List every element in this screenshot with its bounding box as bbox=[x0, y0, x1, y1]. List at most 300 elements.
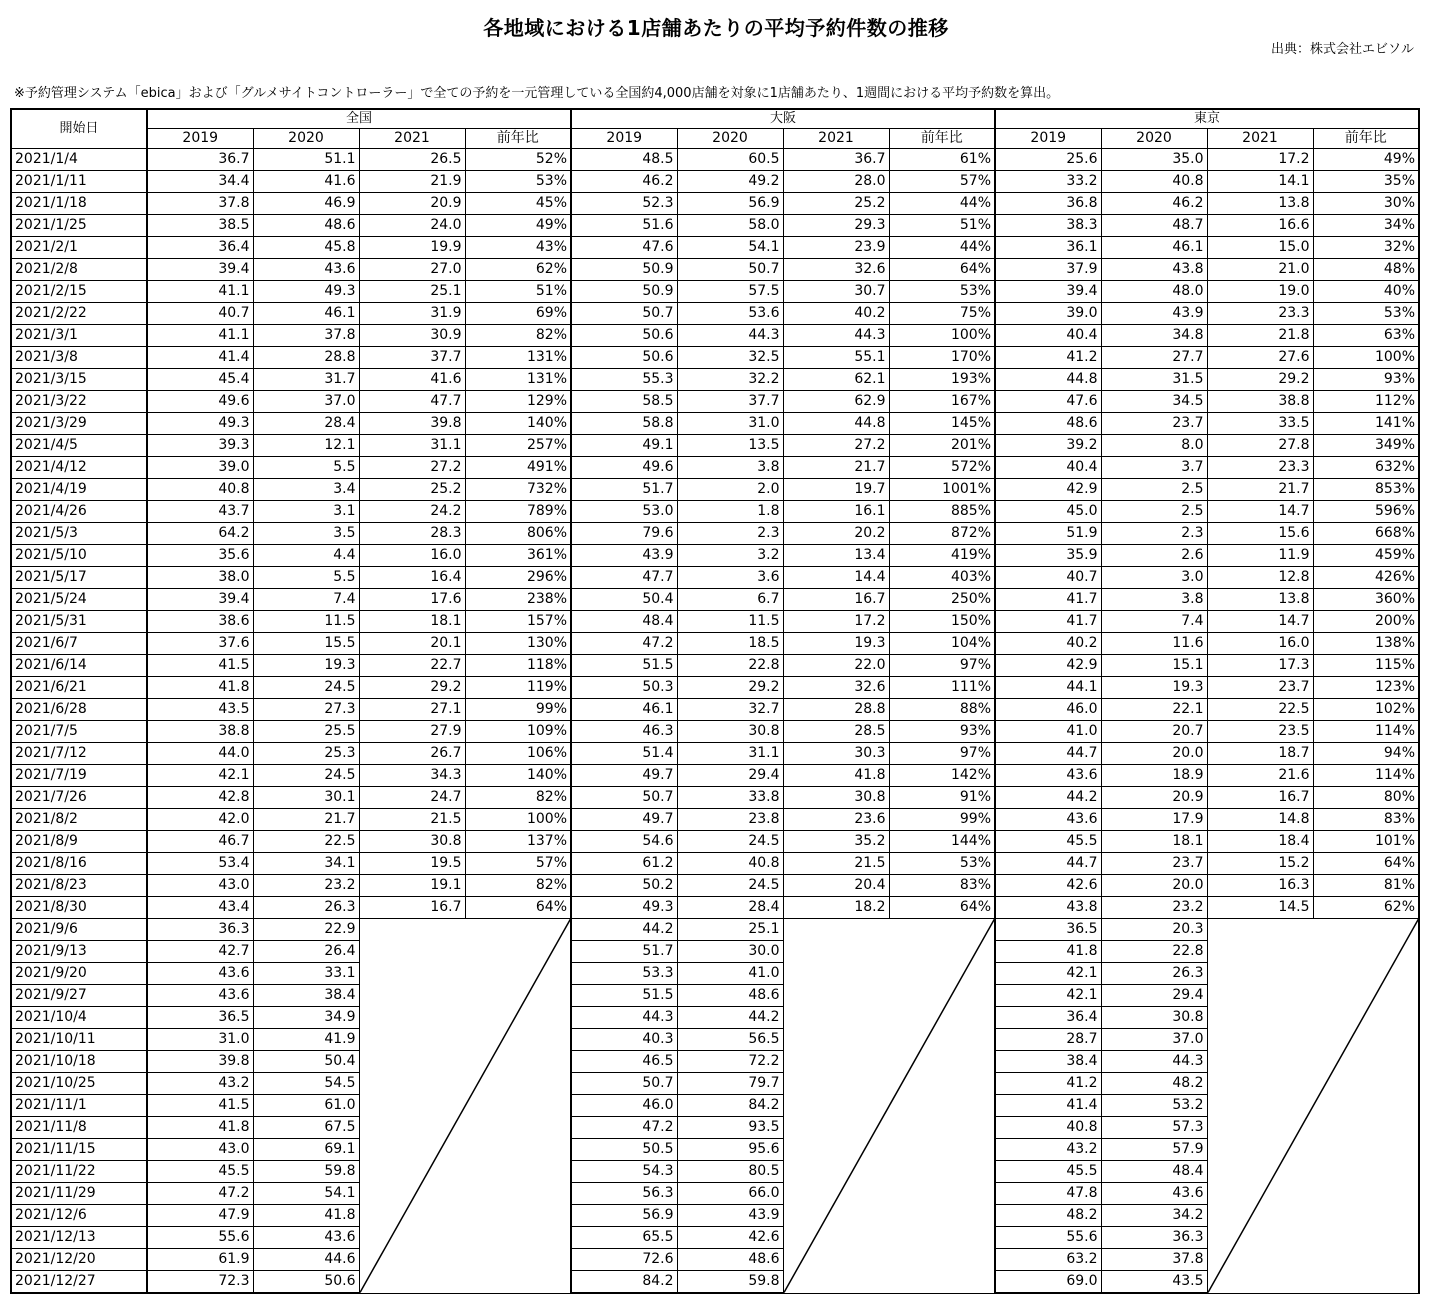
table-row bbox=[11, 457, 1419, 479]
value-yoy: 131% bbox=[465, 369, 571, 391]
row-start-date: 2021/7/19 bbox=[11, 765, 147, 787]
value-2019: 61.9 bbox=[147, 1249, 253, 1271]
value-2020: 11.5 bbox=[677, 611, 783, 633]
value-2019: 58.8 bbox=[571, 413, 677, 435]
row-start-date: 2021/4/26 bbox=[11, 501, 147, 523]
value-2021: 25.2 bbox=[783, 193, 889, 215]
value-2021: 24.7 bbox=[359, 787, 465, 809]
value-2020: 23.2 bbox=[253, 875, 359, 897]
row-start-date: 2021/2/8 bbox=[11, 259, 147, 281]
value-2019: 47.2 bbox=[147, 1183, 253, 1205]
value-2020: 12.1 bbox=[253, 435, 359, 457]
value-2020: 22.5 bbox=[253, 831, 359, 853]
value-2019: 43.2 bbox=[995, 1139, 1101, 1161]
value-2019: 51.5 bbox=[571, 985, 677, 1007]
value-yoy: 201% bbox=[889, 435, 995, 457]
value-2021: 16.0 bbox=[359, 545, 465, 567]
row-start-date: 2021/3/1 bbox=[11, 325, 147, 347]
value-2021: 21.8 bbox=[1207, 325, 1313, 347]
value-2019: 41.8 bbox=[147, 677, 253, 699]
value-2020: 24.5 bbox=[253, 677, 359, 699]
value-2019: 50.9 bbox=[571, 259, 677, 281]
table-row bbox=[11, 259, 1419, 281]
value-2021: 31.9 bbox=[359, 303, 465, 325]
row-start-date: 2021/8/16 bbox=[11, 853, 147, 875]
value-2020: 56.5 bbox=[677, 1029, 783, 1051]
row-start-date: 2021/10/4 bbox=[11, 1007, 147, 1029]
row-start-date: 2021/6/21 bbox=[11, 677, 147, 699]
value-2021: 35.2 bbox=[783, 831, 889, 853]
value-2020: 37.8 bbox=[1101, 1249, 1207, 1271]
row-start-date: 2021/10/11 bbox=[11, 1029, 147, 1051]
value-yoy: 40% bbox=[1313, 281, 1419, 303]
table-row bbox=[11, 589, 1419, 611]
value-2019: 43.2 bbox=[147, 1073, 253, 1095]
value-yoy: 49% bbox=[1313, 149, 1419, 171]
value-2019: 50.7 bbox=[571, 1073, 677, 1095]
value-2021: 18.7 bbox=[1207, 743, 1313, 765]
value-2020: 57.3 bbox=[1101, 1117, 1207, 1139]
value-2019: 41.4 bbox=[147, 347, 253, 369]
value-yoy: 157% bbox=[465, 611, 571, 633]
value-2019: 47.7 bbox=[571, 567, 677, 589]
value-2020: 2.6 bbox=[1101, 545, 1207, 567]
value-2019: 48.6 bbox=[995, 413, 1101, 435]
value-2019: 39.4 bbox=[147, 259, 253, 281]
value-2019: 41.8 bbox=[147, 1117, 253, 1139]
value-2019: 39.2 bbox=[995, 435, 1101, 457]
value-2020: 38.4 bbox=[253, 985, 359, 1007]
value-2021: 34.3 bbox=[359, 765, 465, 787]
value-yoy: 100% bbox=[465, 809, 571, 831]
value-2021: 15.6 bbox=[1207, 523, 1313, 545]
value-2020: 7.4 bbox=[253, 589, 359, 611]
value-2019: 50.3 bbox=[571, 677, 677, 699]
value-2020: 33.1 bbox=[253, 963, 359, 985]
value-2019: 44.2 bbox=[571, 919, 677, 941]
table-row bbox=[11, 831, 1419, 853]
value-2019: 42.1 bbox=[995, 985, 1101, 1007]
value-yoy: 167% bbox=[889, 391, 995, 413]
value-2020: 2.5 bbox=[1101, 479, 1207, 501]
value-yoy: 75% bbox=[889, 303, 995, 325]
value-2020: 28.4 bbox=[253, 413, 359, 435]
value-2020: 49.3 bbox=[253, 281, 359, 303]
value-2019: 79.6 bbox=[571, 523, 677, 545]
value-yoy: 57% bbox=[465, 853, 571, 875]
table-row bbox=[11, 809, 1419, 831]
value-2021: 15.0 bbox=[1207, 237, 1313, 259]
value-2019: 38.6 bbox=[147, 611, 253, 633]
page-title: 各地域における1店舗あたりの平均予約件数の推移 bbox=[483, 16, 949, 40]
value-2020: 22.8 bbox=[677, 655, 783, 677]
value-2019: 41.7 bbox=[995, 589, 1101, 611]
table-row bbox=[11, 875, 1419, 897]
value-2020: 20.0 bbox=[1101, 875, 1207, 897]
value-2019: 69.0 bbox=[995, 1271, 1101, 1294]
value-yoy: 53% bbox=[889, 853, 995, 875]
value-2019: 50.4 bbox=[571, 589, 677, 611]
value-yoy: 82% bbox=[465, 325, 571, 347]
value-yoy: 82% bbox=[465, 787, 571, 809]
value-2020: 40.8 bbox=[1101, 171, 1207, 193]
value-yoy: 459% bbox=[1313, 545, 1419, 567]
value-2021: 17.2 bbox=[1207, 149, 1313, 171]
value-2020: 34.2 bbox=[1101, 1205, 1207, 1227]
value-2019: 56.3 bbox=[571, 1183, 677, 1205]
value-yoy: 114% bbox=[1313, 765, 1419, 787]
value-2019: 45.0 bbox=[995, 501, 1101, 523]
value-2020: 11.5 bbox=[253, 611, 359, 633]
value-2021: 22.5 bbox=[1207, 699, 1313, 721]
value-yoy: 63% bbox=[1313, 325, 1419, 347]
value-2020: 7.4 bbox=[1101, 611, 1207, 633]
value-2020: 5.5 bbox=[253, 457, 359, 479]
value-2019: 45.5 bbox=[147, 1161, 253, 1183]
value-yoy: 62% bbox=[465, 259, 571, 281]
value-2020: 23.7 bbox=[1101, 413, 1207, 435]
value-yoy: 104% bbox=[889, 633, 995, 655]
value-2019: 38.8 bbox=[147, 721, 253, 743]
value-2021: 25.2 bbox=[359, 479, 465, 501]
row-start-date: 2021/8/9 bbox=[11, 831, 147, 853]
row-start-date: 2021/4/5 bbox=[11, 435, 147, 457]
value-2020: 22.1 bbox=[1101, 699, 1207, 721]
value-2019: 37.6 bbox=[147, 633, 253, 655]
value-2019: 41.1 bbox=[147, 281, 253, 303]
row-start-date: 2021/5/3 bbox=[11, 523, 147, 545]
region-header-national: 全国 bbox=[147, 109, 571, 129]
value-2019: 46.2 bbox=[571, 171, 677, 193]
row-start-date: 2021/2/1 bbox=[11, 237, 147, 259]
col-header-2021: 2021 bbox=[359, 129, 465, 149]
diagonal-strike bbox=[1208, 919, 1419, 1293]
value-2019: 55.6 bbox=[995, 1227, 1101, 1249]
diagonal-strike bbox=[784, 919, 995, 1293]
value-2019: 53.0 bbox=[571, 501, 677, 523]
value-2021: 16.6 bbox=[1207, 215, 1313, 237]
value-yoy: 200% bbox=[1313, 611, 1419, 633]
value-2021: 18.1 bbox=[359, 611, 465, 633]
value-2021: 16.0 bbox=[1207, 633, 1313, 655]
value-2020: 33.8 bbox=[677, 787, 783, 809]
value-yoy: 123% bbox=[1313, 677, 1419, 699]
value-yoy: 57% bbox=[889, 171, 995, 193]
table-row bbox=[11, 149, 1419, 171]
value-yoy: 853% bbox=[1313, 479, 1419, 501]
value-2019: 40.8 bbox=[995, 1117, 1101, 1139]
value-2019: 45.4 bbox=[147, 369, 253, 391]
value-2019: 39.3 bbox=[147, 435, 253, 457]
value-yoy: 97% bbox=[889, 655, 995, 677]
value-2019: 51.4 bbox=[571, 743, 677, 765]
value-2020: 46.1 bbox=[253, 303, 359, 325]
no-data-area bbox=[359, 919, 571, 1294]
row-start-date: 2021/9/6 bbox=[11, 919, 147, 941]
row-start-date: 2021/9/27 bbox=[11, 985, 147, 1007]
value-2019: 44.0 bbox=[147, 743, 253, 765]
value-yoy: 193% bbox=[889, 369, 995, 391]
value-2019: 50.2 bbox=[571, 875, 677, 897]
row-start-date: 2021/3/8 bbox=[11, 347, 147, 369]
value-2019: 56.9 bbox=[571, 1205, 677, 1227]
value-2020: 29.4 bbox=[1101, 985, 1207, 1007]
value-2019: 40.4 bbox=[995, 325, 1101, 347]
value-yoy: 94% bbox=[1313, 743, 1419, 765]
value-2019: 41.1 bbox=[147, 325, 253, 347]
value-2020: 2.5 bbox=[1101, 501, 1207, 523]
value-2019: 50.7 bbox=[571, 303, 677, 325]
value-2020: 26.3 bbox=[253, 897, 359, 919]
value-2019: 36.5 bbox=[995, 919, 1101, 941]
value-2019: 46.5 bbox=[571, 1051, 677, 1073]
row-start-date: 2021/5/10 bbox=[11, 545, 147, 567]
value-2020: 48.0 bbox=[1101, 281, 1207, 303]
value-2021: 27.8 bbox=[1207, 435, 1313, 457]
value-yoy: 81% bbox=[1313, 875, 1419, 897]
value-yoy: 296% bbox=[465, 567, 571, 589]
value-2019: 33.2 bbox=[995, 171, 1101, 193]
value-2021: 32.6 bbox=[783, 677, 889, 699]
value-2020: 24.5 bbox=[677, 831, 783, 853]
value-2020: 93.5 bbox=[677, 1117, 783, 1139]
value-2019: 46.0 bbox=[571, 1095, 677, 1117]
row-start-date: 2021/11/8 bbox=[11, 1117, 147, 1139]
row-start-date: 2021/4/19 bbox=[11, 479, 147, 501]
value-yoy: 64% bbox=[889, 897, 995, 919]
row-start-date: 2021/3/15 bbox=[11, 369, 147, 391]
value-2021: 27.2 bbox=[783, 435, 889, 457]
value-yoy: 61% bbox=[889, 149, 995, 171]
value-2020: 2.3 bbox=[1101, 523, 1207, 545]
value-2021: 19.0 bbox=[1207, 281, 1313, 303]
value-2021: 37.7 bbox=[359, 347, 465, 369]
value-2020: 54.1 bbox=[253, 1183, 359, 1205]
value-2021: 44.3 bbox=[783, 325, 889, 347]
row-start-date: 2021/6/14 bbox=[11, 655, 147, 677]
row-start-date: 2021/7/12 bbox=[11, 743, 147, 765]
value-2021: 21.7 bbox=[783, 457, 889, 479]
value-2019: 49.7 bbox=[571, 809, 677, 831]
value-yoy: 69% bbox=[465, 303, 571, 325]
row-start-date: 2021/2/22 bbox=[11, 303, 147, 325]
table-row bbox=[11, 171, 1419, 193]
value-yoy: 129% bbox=[465, 391, 571, 413]
value-2021: 31.1 bbox=[359, 435, 465, 457]
table-row bbox=[11, 787, 1419, 809]
table-row bbox=[11, 215, 1419, 237]
value-2020: 60.5 bbox=[677, 149, 783, 171]
value-2019: 72.3 bbox=[147, 1271, 253, 1294]
region-header-osaka: 大阪 bbox=[571, 109, 995, 129]
value-2019: 43.4 bbox=[147, 897, 253, 919]
value-2019: 72.6 bbox=[571, 1249, 677, 1271]
value-2020: 48.6 bbox=[677, 1249, 783, 1271]
value-2019: 25.6 bbox=[995, 149, 1101, 171]
value-2019: 44.8 bbox=[995, 369, 1101, 391]
value-2020: 43.6 bbox=[253, 1227, 359, 1249]
value-2019: 52.3 bbox=[571, 193, 677, 215]
value-2021: 20.1 bbox=[359, 633, 465, 655]
value-2021: 17.3 bbox=[1207, 655, 1313, 677]
value-2020: 30.0 bbox=[677, 941, 783, 963]
value-yoy: 45% bbox=[465, 193, 571, 215]
value-yoy: 48% bbox=[1313, 259, 1419, 281]
value-2019: 28.7 bbox=[995, 1029, 1101, 1051]
table-row bbox=[11, 347, 1419, 369]
row-start-date: 2021/7/26 bbox=[11, 787, 147, 809]
value-yoy: 112% bbox=[1313, 391, 1419, 413]
value-2020: 53.6 bbox=[677, 303, 783, 325]
row-start-date: 2021/10/25 bbox=[11, 1073, 147, 1095]
value-2020: 79.7 bbox=[677, 1073, 783, 1095]
value-2020: 3.6 bbox=[677, 567, 783, 589]
value-2019: 41.5 bbox=[147, 1095, 253, 1117]
value-2020: 72.2 bbox=[677, 1051, 783, 1073]
value-yoy: 93% bbox=[889, 721, 995, 743]
value-2021: 13.8 bbox=[1207, 193, 1313, 215]
value-2020: 42.6 bbox=[677, 1227, 783, 1249]
value-2019: 35.9 bbox=[995, 545, 1101, 567]
source-credit: 出典：株式会社エビソル bbox=[1270, 42, 1414, 57]
value-2020: 25.1 bbox=[677, 919, 783, 941]
value-yoy: 257% bbox=[465, 435, 571, 457]
value-2020: 30.1 bbox=[253, 787, 359, 809]
row-start-date: 2021/1/4 bbox=[11, 149, 147, 171]
value-2020: 66.0 bbox=[677, 1183, 783, 1205]
table-row bbox=[11, 413, 1419, 435]
value-2020: 32.5 bbox=[677, 347, 783, 369]
value-yoy: 361% bbox=[465, 545, 571, 567]
value-2019: 41.4 bbox=[995, 1095, 1101, 1117]
diagonal-line bbox=[1208, 919, 1419, 1293]
value-2019: 42.9 bbox=[995, 479, 1101, 501]
value-2021: 25.1 bbox=[359, 281, 465, 303]
value-2019: 63.2 bbox=[995, 1249, 1101, 1271]
row-start-date: 2021/5/24 bbox=[11, 589, 147, 611]
value-2021: 30.7 bbox=[783, 281, 889, 303]
value-2020: 3.8 bbox=[1101, 589, 1207, 611]
table-row bbox=[11, 677, 1419, 699]
value-2019: 50.6 bbox=[571, 347, 677, 369]
value-2020: 44.3 bbox=[1101, 1051, 1207, 1073]
value-2021: 41.8 bbox=[783, 765, 889, 787]
value-2019: 45.5 bbox=[995, 831, 1101, 853]
col-header-2020: 2020 bbox=[677, 129, 783, 149]
value-2019: 84.2 bbox=[571, 1271, 677, 1294]
value-2019: 37.9 bbox=[995, 259, 1101, 281]
value-yoy: 51% bbox=[465, 281, 571, 303]
value-2019: 50.5 bbox=[571, 1139, 677, 1161]
value-yoy: 35% bbox=[1313, 171, 1419, 193]
value-2019: 35.6 bbox=[147, 545, 253, 567]
value-yoy: 100% bbox=[1313, 347, 1419, 369]
value-2020: 20.3 bbox=[1101, 919, 1207, 941]
value-2019: 48.5 bbox=[571, 149, 677, 171]
value-2019: 40.3 bbox=[571, 1029, 677, 1051]
value-2020: 8.0 bbox=[1101, 435, 1207, 457]
value-2021: 16.7 bbox=[783, 589, 889, 611]
value-2019: 49.3 bbox=[147, 413, 253, 435]
value-2021: 29.2 bbox=[359, 677, 465, 699]
row-start-date: 2021/1/18 bbox=[11, 193, 147, 215]
value-2020: 51.1 bbox=[253, 149, 359, 171]
value-2021: 30.9 bbox=[359, 325, 465, 347]
value-2021: 62.9 bbox=[783, 391, 889, 413]
value-2020: 3.7 bbox=[1101, 457, 1207, 479]
value-2019: 38.5 bbox=[147, 215, 253, 237]
value-2020: 48.2 bbox=[1101, 1073, 1207, 1095]
value-2021: 23.5 bbox=[1207, 721, 1313, 743]
value-2021: 14.7 bbox=[1207, 501, 1313, 523]
value-yoy: 138% bbox=[1313, 633, 1419, 655]
value-2019: 43.7 bbox=[147, 501, 253, 523]
value-2019: 44.7 bbox=[995, 743, 1101, 765]
col-header-2021: 2021 bbox=[783, 129, 889, 149]
value-yoy: 491% bbox=[465, 457, 571, 479]
value-2021: 28.3 bbox=[359, 523, 465, 545]
value-2019: 42.1 bbox=[147, 765, 253, 787]
value-yoy: 100% bbox=[889, 325, 995, 347]
col-header-2019: 2019 bbox=[995, 129, 1101, 149]
value-2021: 40.2 bbox=[783, 303, 889, 325]
value-yoy: 99% bbox=[889, 809, 995, 831]
table-row bbox=[11, 743, 1419, 765]
value-2019: 36.3 bbox=[147, 919, 253, 941]
value-yoy: 52% bbox=[465, 149, 571, 171]
value-2019: 50.7 bbox=[571, 787, 677, 809]
value-2020: 26.3 bbox=[1101, 963, 1207, 985]
value-2019: 41.5 bbox=[147, 655, 253, 677]
value-2019: 55.6 bbox=[147, 1227, 253, 1249]
value-2019: 48.2 bbox=[995, 1205, 1101, 1227]
value-2021: 18.4 bbox=[1207, 831, 1313, 853]
value-2021: 22.0 bbox=[783, 655, 889, 677]
value-2020: 26.4 bbox=[253, 941, 359, 963]
value-2021: 14.8 bbox=[1207, 809, 1313, 831]
value-2019: 55.3 bbox=[571, 369, 677, 391]
value-2020: 23.7 bbox=[1101, 853, 1207, 875]
value-2021: 29.3 bbox=[783, 215, 889, 237]
value-yoy: 238% bbox=[465, 589, 571, 611]
table-row bbox=[11, 655, 1419, 677]
value-2020: 48.6 bbox=[677, 985, 783, 1007]
value-yoy: 349% bbox=[1313, 435, 1419, 457]
value-2019: 36.4 bbox=[147, 237, 253, 259]
value-2019: 47.6 bbox=[571, 237, 677, 259]
value-2019: 58.5 bbox=[571, 391, 677, 413]
value-2019: 65.5 bbox=[571, 1227, 677, 1249]
value-2020: 84.2 bbox=[677, 1095, 783, 1117]
value-yoy: 83% bbox=[889, 875, 995, 897]
value-2020: 25.3 bbox=[253, 743, 359, 765]
value-2020: 30.8 bbox=[1101, 1007, 1207, 1029]
value-2021: 19.1 bbox=[359, 875, 465, 897]
row-start-date: 2021/9/20 bbox=[11, 963, 147, 985]
value-yoy: 789% bbox=[465, 501, 571, 523]
value-2021: 16.4 bbox=[359, 567, 465, 589]
value-2021: 11.9 bbox=[1207, 545, 1313, 567]
value-2020: 50.7 bbox=[677, 259, 783, 281]
value-yoy: 170% bbox=[889, 347, 995, 369]
row-start-date: 2021/11/1 bbox=[11, 1095, 147, 1117]
value-2021: 14.7 bbox=[1207, 611, 1313, 633]
row-start-date: 2021/5/31 bbox=[11, 611, 147, 633]
value-2020: 20.7 bbox=[1101, 721, 1207, 743]
col-header-2020: 2020 bbox=[1101, 129, 1207, 149]
value-2020: 34.1 bbox=[253, 853, 359, 875]
value-2021: 28.8 bbox=[783, 699, 889, 721]
